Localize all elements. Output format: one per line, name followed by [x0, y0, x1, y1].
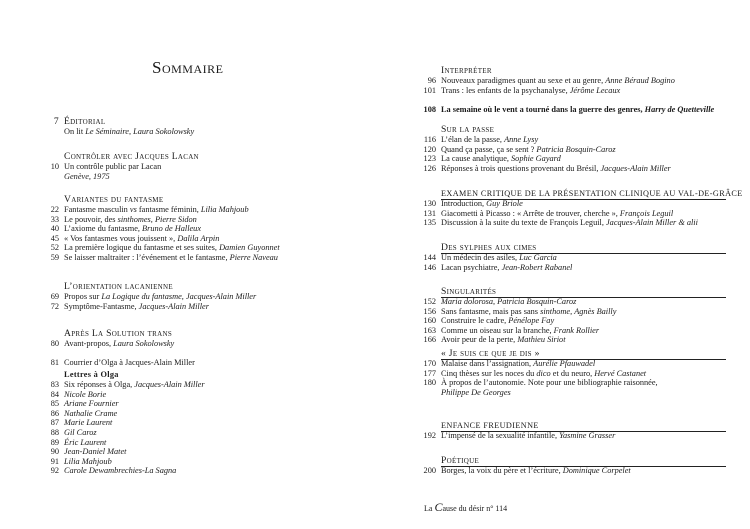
entry-text: [441, 378, 658, 388]
entry-text: Courrier d’Olga à Jacques-Alain Miller: [64, 358, 195, 368]
entry-it: Maria dolorosa: [441, 297, 494, 306]
entry-sep: ,: [181, 292, 186, 301]
entry-text: [64, 466, 176, 476]
toc-entry[interactable]: [375, 95, 750, 105]
toc-entry[interactable]: 130 Introduction, Guy Briole: [423, 199, 523, 208]
toc-section: [375, 124, 750, 173]
toc-entry[interactable]: 120 Quand ça passe, ça se sent ? Patricia Bosquin-Caroz: [423, 144, 616, 154]
toc-entry[interactable]: 84 Nicole Borie: [50, 389, 107, 399]
entry-it: La Logique du fantasme: [101, 292, 182, 301]
entry-text: [64, 390, 106, 400]
entry-sep: ,: [150, 214, 155, 224]
entry-author: Jacques-Alain Miller: [134, 380, 205, 389]
entry-author: Gil Caroz: [64, 427, 97, 437]
entry-text: [64, 292, 256, 302]
entry-sep: ,: [493, 297, 498, 306]
toc-section: [375, 286, 750, 345]
entry-author: Agnès Bailly: [574, 306, 617, 316]
toc-entry[interactable]: 87 Marie Laurent: [50, 418, 113, 428]
toc-entry[interactable]: [0, 172, 375, 182]
entry-text: Quand ça passe, ça se sent ?: [441, 144, 537, 154]
entry-text: Avoir peur de la perte,: [441, 335, 518, 345]
footer-cap: C: [434, 500, 443, 514]
entry-text: [64, 358, 195, 368]
entry-text: [64, 205, 249, 215]
toc-entry[interactable]: 40 L’axiome du fantasme, Bruno de Halleux: [50, 224, 202, 234]
entry-text: Lacan psychiatre,: [441, 262, 502, 272]
entry-text: [64, 447, 126, 457]
toc-section: [375, 188, 750, 228]
toc-entry[interactable]: 89 Éric Laurent: [50, 437, 107, 447]
toc-entry[interactable]: 177 Cinq thèses sur les noces du dico et du neuro, Hervé Castanet: [423, 368, 647, 378]
toc-entry[interactable]: 72 Symptôme-Fantasme, Jacques-Alain Miller: [50, 301, 209, 311]
entry-author: Marie Laurent: [64, 418, 113, 428]
entry-text: [441, 466, 631, 476]
entry-text: [64, 302, 209, 312]
entry-text: Réponses à trois questions provenant du Brésil,: [441, 163, 601, 173]
entry-text: Malaise dans l’assignation,: [441, 359, 534, 368]
entry-text: [441, 253, 557, 263]
entry-text: [64, 457, 112, 467]
toc-section: [375, 420, 750, 441]
toc-entry[interactable]: 92 Carole Dewambrechies-La Sagna: [50, 466, 177, 476]
entry-author: Carole Dewambrechies-La Sagna: [64, 466, 177, 476]
entry-author: Laura Sokolowsky: [133, 127, 195, 136]
toc-entry[interactable]: 123 La cause analytique, Sophie Gayard: [423, 154, 561, 164]
entry-text: [64, 418, 112, 428]
toc-entry[interactable]: 126 Réponses à trois questions provenant du Brésil, Jacques-Alain Miller: [423, 163, 671, 173]
section-heading: EXAMEN CRITIQUE DE LA PRÉSENTATION CLINIQUE AU VAL-DE-GRÂCE: [441, 189, 743, 198]
entry-it: vs: [129, 205, 137, 214]
entry-author: Laura Sokolowsky: [113, 339, 175, 348]
entry-author: Genève, 1975: [64, 171, 110, 181]
entry-text: La première logique du fantasme et ses suites,: [64, 243, 220, 253]
entry-author: Patricia Bosquin-Caroz: [497, 297, 577, 306]
entry-text: [441, 154, 561, 164]
entry-text: [441, 388, 511, 398]
toc-entry[interactable]: 101 Trans : les enfants de la psychanalyse, Jérôme Lecaux: [423, 85, 621, 95]
entry-text: [441, 307, 616, 317]
entry-text: [64, 234, 219, 244]
entry-author: Anne Lysy: [504, 135, 539, 144]
entry-author: Aurélie Pfauwadel: [533, 359, 596, 368]
section-heading: Lettres à Olga: [64, 370, 119, 379]
toc-entry[interactable]: 192 L’impensé de la sexualité infantile, Yasmine Grasser: [423, 431, 616, 440]
entry-it: sinthomes: [117, 214, 151, 224]
section-heading: Interpréter: [441, 65, 492, 76]
entry-text: Fantasme masculin: [64, 205, 130, 214]
toc-entry[interactable]: 91 Lilia Mahjoub: [50, 456, 112, 466]
entry-author: Jean-Robert Rabanel: [501, 262, 573, 272]
entry-text: [441, 359, 595, 369]
entry-text: Sans fantasme, mais pas sans: [441, 306, 541, 316]
toc-entry[interactable]: 152 Maria dolorosa, Patricia Bosquin-Caroz: [423, 297, 577, 306]
entry-text: Cinq thèses sur les noces du: [441, 368, 537, 378]
toc-section: [0, 151, 375, 181]
entry-text: [64, 162, 161, 172]
toc-section: [375, 348, 750, 397]
entry-text: L’impensé de la sexualité infantile,: [441, 431, 560, 440]
toc-entry[interactable]: 86 Nathalie Crame: [50, 408, 118, 418]
toc-entry[interactable]: 59 Se laisser maltraiter : l’événement et le fantasme, Pierre Naveau: [50, 252, 278, 262]
entry-author: Dalila Arpin: [177, 233, 220, 243]
toc-entry[interactable]: 200 Borges, la voix du père et l’écriture, Dominique Corpelet: [423, 466, 631, 475]
entry-author: Pierre Sidon: [154, 214, 197, 224]
entry-author: Pierre Naveau: [229, 252, 278, 262]
toc-entry[interactable]: 69 Propos sur La Logique du fantasme, Jacques-Alain Miller: [50, 292, 257, 301]
toc-entry[interactable]: 81 Courrier d’Olga à Jacques-Alain Miller: [50, 358, 195, 368]
entry-text: Trans : les enfants de la psychanalyse,: [441, 85, 570, 95]
section-heading: ENFANCE FREUDIENNE: [441, 421, 539, 430]
entry-it: Le Séminaire: [85, 127, 129, 136]
entry-text: [64, 127, 194, 137]
section-heading: Éditorial: [64, 116, 106, 127]
section-heading: Poétique: [441, 455, 480, 466]
entry-text: Un contrôle public par Lacan: [64, 162, 162, 171]
entry-text: [64, 399, 119, 409]
toc-entry[interactable]: [375, 388, 750, 398]
entry-sep: et du neuro,: [550, 368, 595, 378]
toc-section: [0, 369, 375, 476]
toc-entry[interactable]: 52 La première logique du fantasme et ses suites, Damien Guyonnet: [50, 243, 280, 253]
entry-text: Propos sur: [64, 292, 102, 301]
entry-author: Mathieu Siriot: [517, 335, 566, 345]
entry-text: [441, 316, 554, 326]
page-title: Sommaire: [152, 58, 224, 77]
entry-sep: ,: [128, 127, 134, 136]
toc-entry[interactable]: 170 Malaise dans l’assignation, Aurélie Pfauwadel: [423, 359, 596, 368]
toc-entry[interactable]: 45 « Vos fantasmes vous jouissent », Dalila Arpin: [50, 233, 220, 243]
section-heading: L’orientation lacanienne: [64, 281, 173, 292]
entry-text: [64, 253, 278, 263]
entry-author: Guy Briole: [486, 199, 523, 208]
entry-author: Harry de Quetteville: [644, 104, 715, 114]
entry-text: [64, 172, 110, 182]
entry-sep: ,: [570, 306, 575, 316]
toc-entry[interactable]: 160 Construire le cadre, Pénélope Fay: [423, 316, 555, 326]
entry-author: Nicole Borie: [64, 389, 107, 399]
toc-section: [375, 65, 750, 114]
entry-text: [64, 380, 205, 390]
footer-pre: La: [424, 504, 435, 513]
entry-text: La semaine où le vent a tourné dans la guerre des genres,: [441, 104, 645, 114]
entry-text: Introduction,: [441, 199, 487, 208]
entry-text: [64, 438, 106, 448]
entry-text: [441, 145, 616, 155]
entry-text: Six réponses à Olga,: [64, 380, 135, 389]
entry-author: Patricia Bosquin-Caroz: [536, 144, 616, 154]
entry-text: [441, 335, 566, 345]
section-heading: Contrôler avec Jacques Lacan: [64, 151, 199, 162]
entry-text: Symptôme-Fantasme,: [64, 301, 139, 311]
toc-entry[interactable]: 96 Nouveaux paradigmes quant au sexe et au genre, Anne Béraud Bogino: [427, 76, 675, 85]
entry-author: Dominique Corpelet: [562, 466, 631, 475]
toc-entry[interactable]: 116 L’élan de la passe, Anne Lysy: [423, 135, 539, 144]
entry-text: [441, 263, 572, 273]
toc-entry[interactable]: [0, 349, 375, 359]
entry-text: [441, 297, 576, 307]
entry-text: [441, 86, 620, 96]
entry-it: sinthome: [540, 306, 571, 316]
entry-text: [64, 215, 197, 225]
entry-text: Avant-propos,: [64, 339, 114, 348]
entry-author: Philippe De Georges: [441, 387, 511, 397]
entry-author: Bruno de Halleux: [142, 224, 202, 234]
entry-author: Jacques-Alain Miller & alii: [605, 218, 698, 228]
entry-text: « Vos fantasmes vous jouissent »,: [64, 233, 178, 243]
entry-author: Hervé Castanet: [594, 368, 647, 378]
entry-author: Frank Rollier: [553, 325, 600, 335]
toc-entry[interactable]: 166 Avoir peur de la perte, Mathieu Siriot: [423, 335, 566, 345]
toc-entry[interactable]: 144 Un médecin des asiles, Luc Garcia: [423, 253, 557, 262]
entry-author: Jean-Daniel Matet: [64, 447, 127, 457]
toc-section: 7 Éditorial On lit Le Séminaire, Laura Sokolowsky: [0, 116, 375, 137]
entry-text: La cause analytique,: [441, 154, 512, 164]
entry-text: [64, 243, 280, 253]
toc-section: [375, 455, 750, 476]
entry-author: Luc Garcia: [519, 253, 557, 262]
toc-entry[interactable]: 80 Avant-propos, Laura Sokolowsky: [50, 339, 175, 348]
section-heading: « Je suis ce que je dis »: [441, 348, 540, 359]
entry-text: [64, 409, 117, 419]
entry-sep: fantasme féminin,: [136, 205, 201, 214]
entry-text: Construire le cadre,: [441, 316, 509, 326]
entry-text: [441, 431, 615, 441]
entry-text: [441, 218, 698, 228]
toc-entry[interactable]: 33 Le pouvoir, des sinthomes, Pierre Sidon: [50, 214, 197, 224]
toc-entry[interactable]: 131 Giacometti à Picasso : « Arrête de trouver, cherche », François Leguil: [423, 208, 674, 218]
entry-author: Yasmine Grasser: [559, 431, 616, 440]
toc-entry[interactable]: 156 Sans fantasme, mais pas sans sinthome, Agnès Bailly: [423, 306, 617, 316]
entry-author: Jacques-Alain Miller: [185, 292, 257, 301]
entry-author: Ariane Fournier: [64, 399, 119, 409]
entry-text: L’axiome du fantasme,: [64, 224, 143, 234]
toc-section: [0, 281, 375, 311]
section-heading: Variantes du fantasme: [64, 194, 164, 205]
journal-footer: [424, 500, 507, 515]
entry-author: Sophie Gayard: [511, 154, 561, 164]
entry-author: Anne Béraud Bogino: [605, 76, 675, 85]
section-heading: Sur la passe: [441, 124, 495, 135]
entry-text: Comme un oiseau sur la branche,: [441, 325, 554, 335]
entry-text: [441, 76, 675, 86]
entry-text: Le pouvoir, des: [64, 214, 118, 224]
entry-text: [64, 428, 97, 438]
toc-entry[interactable]: [0, 127, 375, 137]
entry-text: Discussion à la suite du texte de François Leguil,: [441, 218, 606, 228]
entry-text: On lit: [64, 127, 86, 136]
toc-entry[interactable]: 22 Fantasme masculin vs fantasme féminin, Lilia Mahjoub: [50, 205, 249, 214]
entry-text: [441, 135, 538, 145]
entry-text: L’élan de la passe,: [441, 135, 505, 144]
entry-author: Damien Guyonnet: [219, 243, 280, 253]
entry-text: À propos de l’autonomie. Note pour une bibliographie raisonnée,: [441, 378, 658, 388]
toc-entry[interactable]: 10 Un contrôle public par Lacan: [50, 162, 162, 171]
entry-text: [441, 164, 671, 174]
section-heading: Après La Solution trans: [64, 328, 173, 339]
entry-text: [441, 199, 523, 209]
toc-entry[interactable]: 85 Ariane Fournier: [50, 399, 119, 409]
toc-entry[interactable]: 88 Gil Caroz: [50, 427, 97, 437]
entry-author: Jacques-Alain Miller: [138, 301, 209, 311]
entry-text: [64, 224, 201, 234]
section-heading: Singularités: [441, 286, 497, 297]
entry-text: [64, 339, 174, 349]
toc-entry[interactable]: 83 Six réponses à Olga, Jacques-Alain Miller: [50, 380, 205, 389]
entry-author: Pénélope Fay: [508, 316, 555, 326]
entry-author: Éric Laurent: [64, 437, 107, 447]
entry-author: François Leguil: [619, 208, 674, 218]
entry-author: Jérôme Lecaux: [569, 85, 621, 95]
entry-text: [441, 326, 599, 336]
section-heading: Des sylphes aux cimes: [441, 242, 537, 253]
entry-author: Nathalie Crame: [64, 408, 118, 418]
entry-author: Lilia Mahjoub: [64, 456, 112, 466]
toc-entry[interactable]: 146 Lacan psychiatre, Jean-Robert Rabanel: [423, 262, 573, 272]
entry-author: Jacques-Alain Miller: [600, 163, 671, 173]
entry-text: [441, 105, 714, 115]
entry-author: Lilia Mahjoub: [200, 205, 249, 214]
toc-section: [375, 242, 750, 272]
entry-text: Se laisser maltraiter : l’événement et le fantasme,: [64, 252, 230, 262]
toc-entry[interactable]: 108 La semaine où le vent a tourné dans la guerre des genres, Harry de Quetteville: [423, 104, 715, 114]
toc-entry[interactable]: 135 Discussion à la suite du texte de François Leguil, Jacques-Alain Miller & alii: [423, 218, 698, 228]
toc-entry[interactable]: 90 Jean-Daniel Matet: [50, 447, 127, 457]
entry-text: [441, 369, 646, 379]
entry-text: Un médecin des asiles,: [441, 253, 520, 262]
entry-text: Nouveaux paradigmes quant au sexe et au genre,: [441, 76, 606, 85]
toc-section: [0, 194, 375, 263]
entry-it: dico: [536, 368, 551, 378]
entry-text: Borges, la voix du père et l’écriture,: [441, 466, 563, 475]
toc-entry[interactable]: 180 À propos de l’autonomie. Note pour une bibliographie raisonnée,: [423, 378, 658, 388]
entry-text: Giacometti à Picasso : « Arrête de trouver, cherche »,: [441, 208, 620, 218]
toc-entry[interactable]: 163 Comme un oiseau sur la branche, Frank Rollier: [423, 325, 600, 335]
entry-text: [441, 209, 673, 219]
footer-post: ause du désir n° 114: [442, 504, 508, 513]
